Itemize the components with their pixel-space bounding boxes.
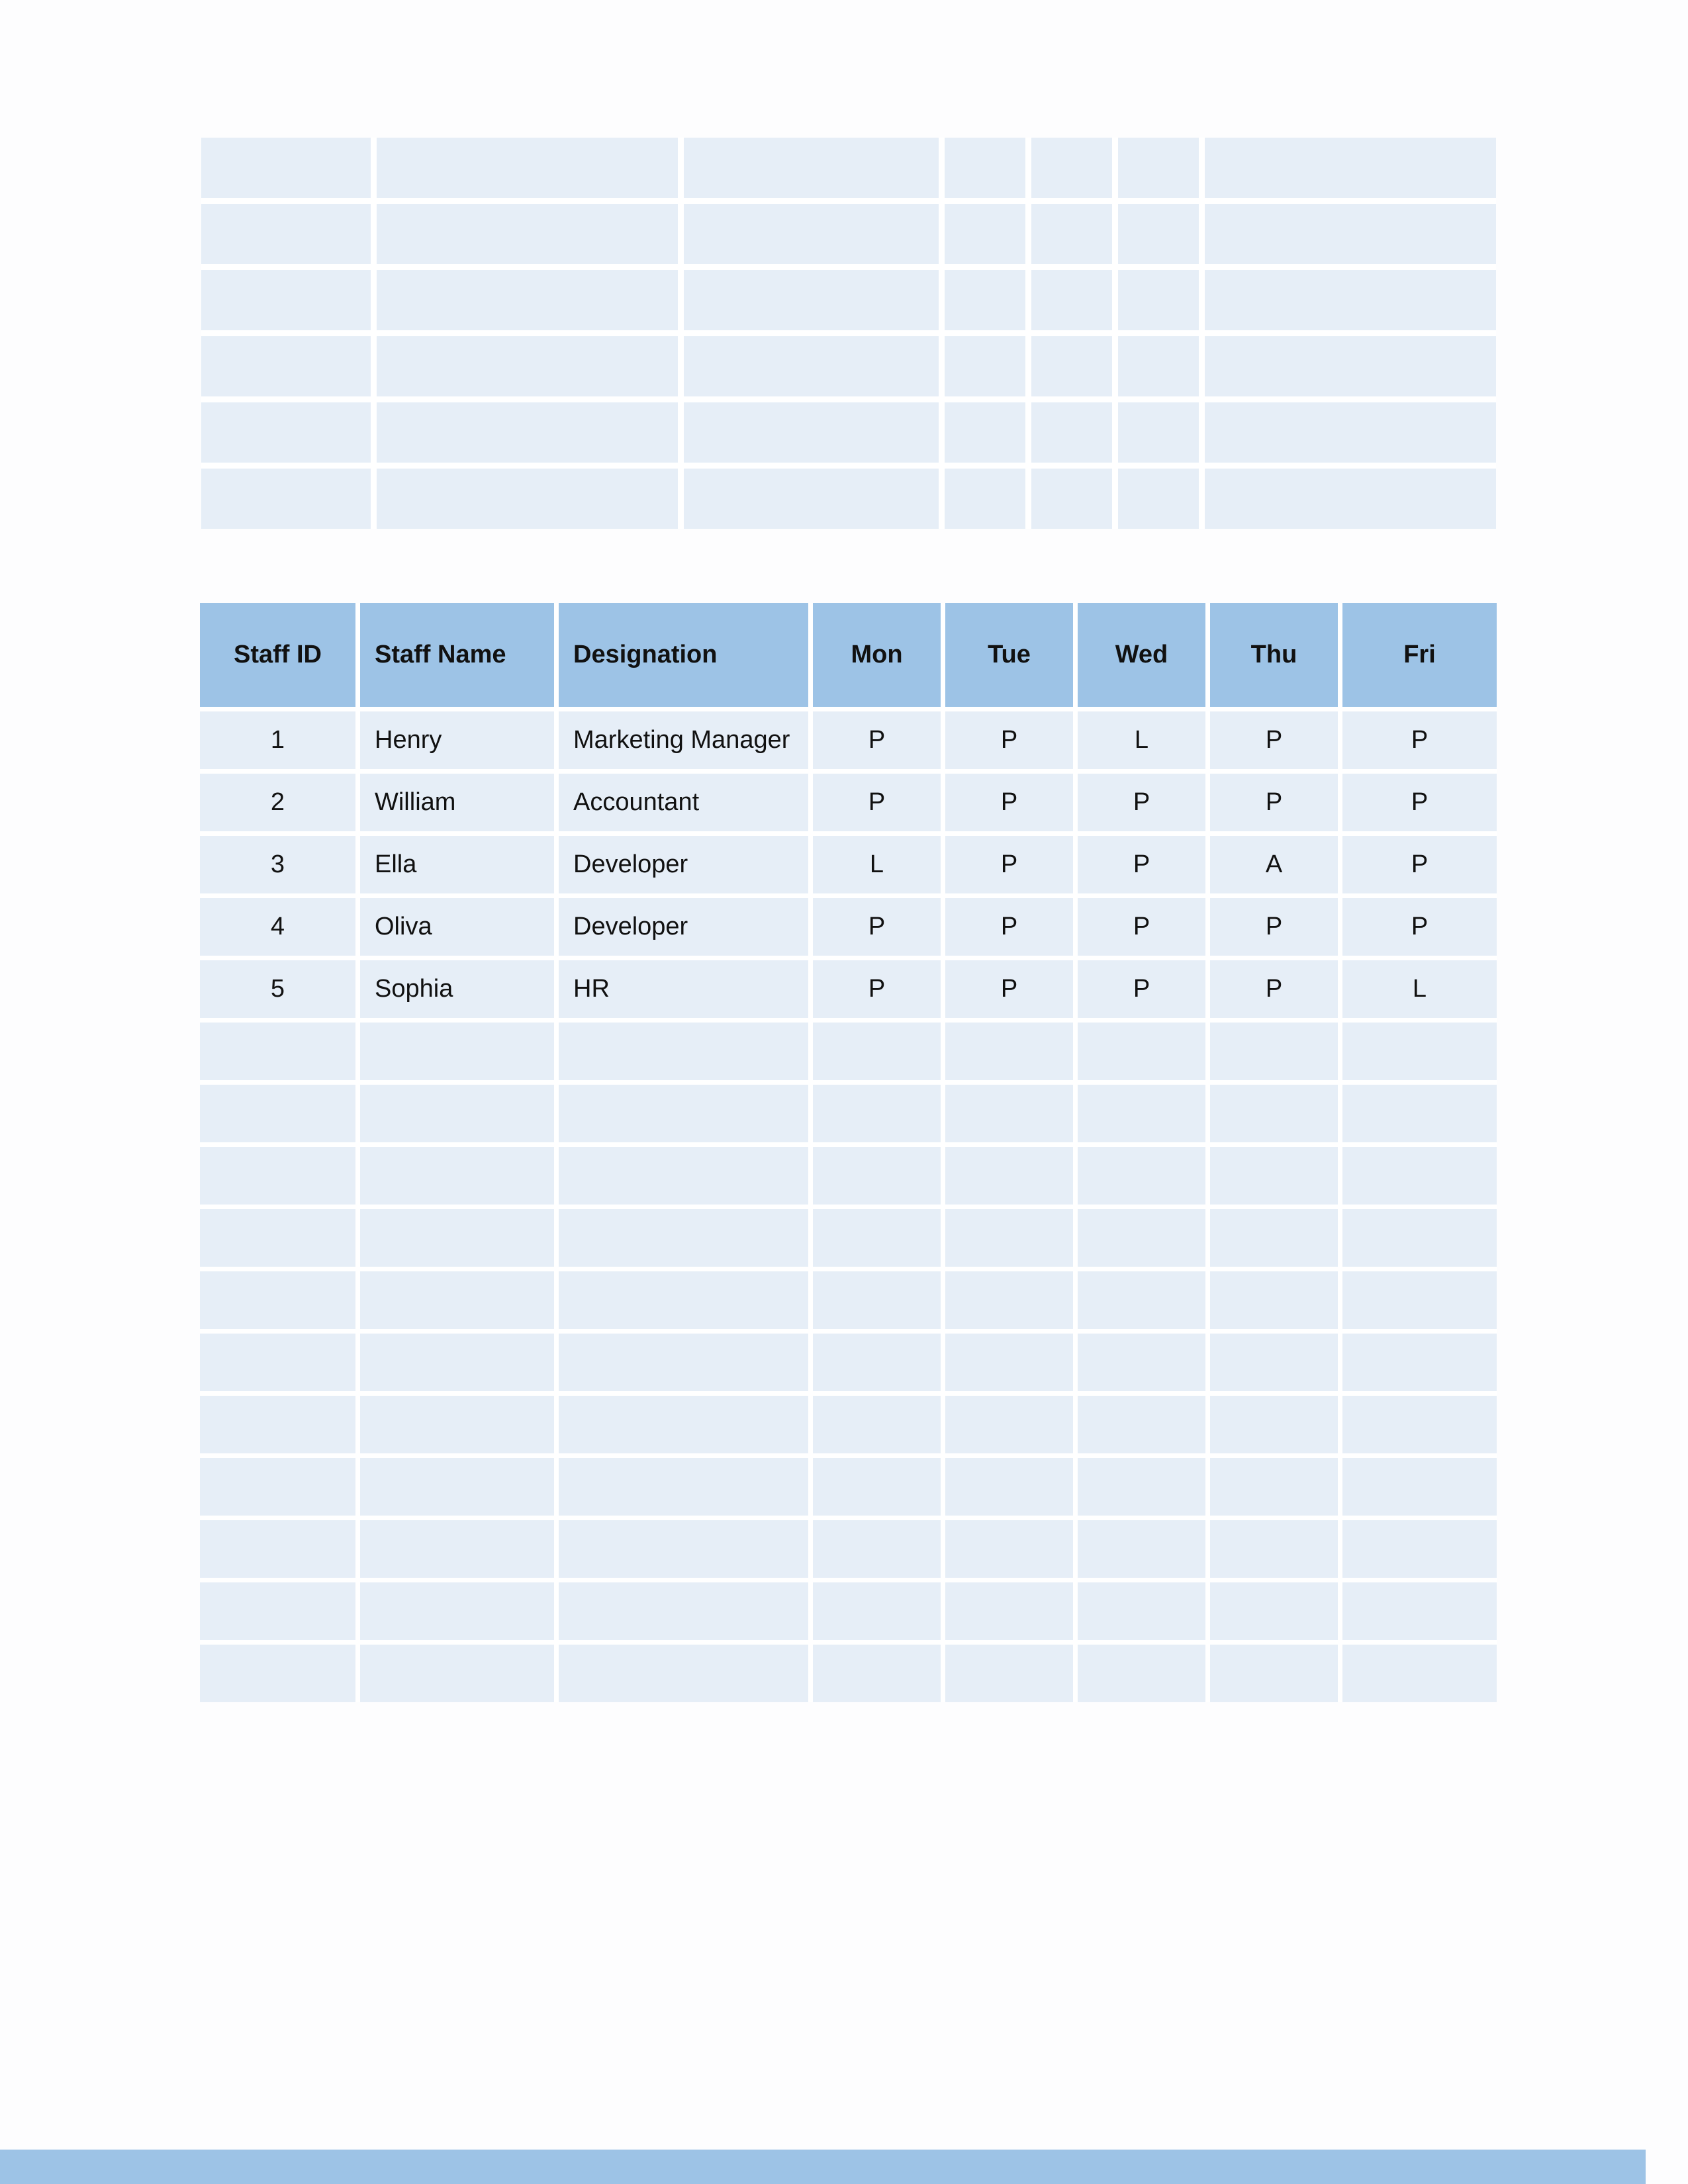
info-grid-cell[interactable] bbox=[377, 469, 684, 529]
info-grid-row bbox=[201, 336, 1496, 402]
info-grid-cell[interactable] bbox=[201, 138, 377, 204]
empty-cell-staff-name[interactable] bbox=[360, 1645, 559, 1702]
empty-cell-fri[interactable] bbox=[1342, 1645, 1497, 1702]
info-grid-cell[interactable] bbox=[1205, 469, 1496, 529]
column-header-thu: Thu bbox=[1210, 603, 1342, 711]
cell-designation: Accountant bbox=[559, 774, 813, 836]
empty-cell-wed[interactable] bbox=[1078, 1209, 1210, 1271]
empty-cell-wed[interactable] bbox=[1078, 1458, 1210, 1520]
empty-cell-mon[interactable] bbox=[813, 1023, 945, 1085]
info-grid-cell[interactable] bbox=[201, 402, 377, 469]
cell-staff-id: 2 bbox=[200, 774, 360, 836]
empty-cell-staff-id[interactable] bbox=[200, 1209, 360, 1271]
info-grid-cell[interactable] bbox=[684, 270, 945, 336]
empty-cell-tue[interactable] bbox=[945, 1209, 1078, 1271]
empty-cell-tue[interactable] bbox=[945, 1147, 1078, 1209]
empty-cell-tue[interactable] bbox=[945, 1334, 1078, 1396]
cell-designation: Developer bbox=[559, 836, 813, 898]
empty-cell-wed[interactable] bbox=[1078, 1085, 1210, 1147]
info-grid-cell[interactable] bbox=[1118, 336, 1205, 402]
cell-tue: P bbox=[945, 836, 1078, 898]
cell-staff-id: 5 bbox=[200, 960, 360, 1023]
info-grid-cell[interactable] bbox=[377, 138, 684, 204]
cell-mon: P bbox=[813, 774, 945, 836]
empty-cell-thu[interactable] bbox=[1210, 1582, 1342, 1645]
empty-cell-designation[interactable] bbox=[559, 1645, 813, 1702]
cell-thu: P bbox=[1210, 774, 1342, 836]
info-grid-cell[interactable] bbox=[1205, 204, 1496, 270]
cell-thu: P bbox=[1210, 898, 1342, 960]
info-grid-cell[interactable] bbox=[1205, 336, 1496, 402]
empty-cell-staff-id[interactable] bbox=[200, 1458, 360, 1520]
empty-cell-staff-name[interactable] bbox=[360, 1085, 559, 1147]
empty-cell-fri[interactable] bbox=[1342, 1334, 1497, 1396]
cell-designation: Marketing Manager bbox=[559, 711, 813, 774]
empty-cell-designation[interactable] bbox=[559, 1085, 813, 1147]
info-grid-cell[interactable] bbox=[201, 336, 377, 402]
info-grid-row bbox=[201, 204, 1496, 270]
cell-thu: A bbox=[1210, 836, 1342, 898]
cell-tue: P bbox=[945, 711, 1078, 774]
empty-cell-fri[interactable] bbox=[1342, 1209, 1497, 1271]
info-grid-cell[interactable] bbox=[945, 204, 1031, 270]
info-grid-cell[interactable] bbox=[1205, 270, 1496, 336]
table-row bbox=[200, 711, 1497, 774]
column-header-fri: Fri bbox=[1342, 603, 1497, 711]
empty-table-row bbox=[200, 1147, 1497, 1209]
empty-cell-mon[interactable] bbox=[813, 1458, 945, 1520]
info-grid-cell[interactable] bbox=[945, 138, 1031, 204]
empty-cell-mon[interactable] bbox=[813, 1520, 945, 1582]
cell-wed: P bbox=[1078, 960, 1210, 1023]
empty-cell-designation[interactable] bbox=[559, 1147, 813, 1209]
empty-cell-staff-id[interactable] bbox=[200, 1271, 360, 1334]
info-grid-cell[interactable] bbox=[201, 204, 377, 270]
cell-wed: P bbox=[1078, 836, 1210, 898]
cell-mon: P bbox=[813, 898, 945, 960]
info-grid-row bbox=[201, 469, 1496, 529]
empty-cell-staff-id[interactable] bbox=[200, 1085, 360, 1147]
empty-cell-designation[interactable] bbox=[559, 1396, 813, 1458]
empty-cell-designation[interactable] bbox=[559, 1582, 813, 1645]
empty-cell-staff-id[interactable] bbox=[200, 1520, 360, 1582]
empty-cell-fri[interactable] bbox=[1342, 1520, 1497, 1582]
table-header-row bbox=[200, 603, 1497, 711]
info-grid-cell[interactable] bbox=[1205, 402, 1496, 469]
info-grid-cell[interactable] bbox=[377, 204, 684, 270]
empty-cell-wed[interactable] bbox=[1078, 1645, 1210, 1702]
cell-staff-name: Henry bbox=[360, 711, 559, 774]
empty-cell-tue[interactable] bbox=[945, 1458, 1078, 1520]
empty-cell-staff-id[interactable] bbox=[200, 1396, 360, 1458]
empty-cell-fri[interactable] bbox=[1342, 1147, 1497, 1209]
empty-cell-wed[interactable] bbox=[1078, 1271, 1210, 1334]
empty-table-row bbox=[200, 1582, 1497, 1645]
table-row bbox=[200, 774, 1497, 836]
attendance-table bbox=[200, 603, 1497, 1702]
empty-cell-wed[interactable] bbox=[1078, 1147, 1210, 1209]
empty-cell-staff-name[interactable] bbox=[360, 1023, 559, 1085]
cell-tue: P bbox=[945, 960, 1078, 1023]
info-grid-cell[interactable] bbox=[1031, 270, 1118, 336]
empty-cell-thu[interactable] bbox=[1210, 1396, 1342, 1458]
cell-thu: P bbox=[1210, 711, 1342, 774]
empty-table-row bbox=[200, 1271, 1497, 1334]
empty-cell-tue[interactable] bbox=[945, 1582, 1078, 1645]
empty-cell-staff-id[interactable] bbox=[200, 1645, 360, 1702]
empty-cell-staff-name[interactable] bbox=[360, 1147, 559, 1209]
empty-table-row bbox=[200, 1209, 1497, 1271]
info-grid-row bbox=[201, 138, 1496, 204]
cell-mon: P bbox=[813, 960, 945, 1023]
empty-cell-tue[interactable] bbox=[945, 1645, 1078, 1702]
empty-cell-mon[interactable] bbox=[813, 1396, 945, 1458]
empty-table-row bbox=[200, 1458, 1497, 1520]
info-grid-cell[interactable] bbox=[1031, 138, 1118, 204]
empty-cell-fri[interactable] bbox=[1342, 1458, 1497, 1520]
empty-cell-thu[interactable] bbox=[1210, 1271, 1342, 1334]
empty-cell-thu[interactable] bbox=[1210, 1085, 1342, 1147]
empty-cell-staff-name[interactable] bbox=[360, 1458, 559, 1520]
empty-cell-thu[interactable] bbox=[1210, 1209, 1342, 1271]
empty-cell-tue[interactable] bbox=[945, 1520, 1078, 1582]
cell-tue: P bbox=[945, 774, 1078, 836]
info-grid-cell[interactable] bbox=[945, 469, 1031, 529]
empty-cell-staff-name[interactable] bbox=[360, 1209, 559, 1271]
empty-cell-mon[interactable] bbox=[813, 1582, 945, 1645]
empty-table-row bbox=[200, 1396, 1497, 1458]
empty-cell-fri[interactable] bbox=[1342, 1582, 1497, 1645]
cell-wed: L bbox=[1078, 711, 1210, 774]
empty-cell-designation[interactable] bbox=[559, 1023, 813, 1085]
info-grid-cell[interactable] bbox=[1118, 270, 1205, 336]
empty-cell-designation[interactable] bbox=[559, 1458, 813, 1520]
info-grid-cell[interactable] bbox=[377, 336, 684, 402]
empty-cell-fri[interactable] bbox=[1342, 1396, 1497, 1458]
empty-cell-tue[interactable] bbox=[945, 1396, 1078, 1458]
empty-cell-tue[interactable] bbox=[945, 1271, 1078, 1334]
cell-fri: P bbox=[1342, 774, 1497, 836]
empty-cell-designation[interactable] bbox=[559, 1520, 813, 1582]
column-header-designation: Designation bbox=[559, 603, 813, 711]
empty-cell-mon[interactable] bbox=[813, 1334, 945, 1396]
empty-cell-thu[interactable] bbox=[1210, 1458, 1342, 1520]
table-row bbox=[200, 836, 1497, 898]
info-grid-row bbox=[201, 270, 1496, 336]
info-grid-cell[interactable] bbox=[684, 402, 945, 469]
cell-staff-id: 3 bbox=[200, 836, 360, 898]
info-grid-cell[interactable] bbox=[945, 336, 1031, 402]
empty-cell-wed[interactable] bbox=[1078, 1334, 1210, 1396]
column-header-mon: Mon bbox=[813, 603, 945, 711]
column-header-staff-id: Staff ID bbox=[200, 603, 360, 711]
empty-cell-thu[interactable] bbox=[1210, 1520, 1342, 1582]
empty-table-row bbox=[200, 1023, 1497, 1085]
empty-cell-fri[interactable] bbox=[1342, 1271, 1497, 1334]
empty-cell-mon[interactable] bbox=[813, 1147, 945, 1209]
cell-designation: Developer bbox=[559, 898, 813, 960]
empty-cell-fri[interactable] bbox=[1342, 1085, 1497, 1147]
column-header-staff-name: Staff Name bbox=[360, 603, 559, 711]
cell-staff-id: 4 bbox=[200, 898, 360, 960]
empty-cell-staff-id[interactable] bbox=[200, 1023, 360, 1085]
info-grid bbox=[201, 138, 1496, 529]
table-row bbox=[200, 960, 1497, 1023]
info-grid-cell[interactable] bbox=[377, 402, 684, 469]
empty-cell-fri[interactable] bbox=[1342, 1023, 1497, 1085]
empty-cell-mon[interactable] bbox=[813, 1271, 945, 1334]
column-header-tue: Tue bbox=[945, 603, 1078, 711]
cell-designation: HR bbox=[559, 960, 813, 1023]
empty-cell-wed[interactable] bbox=[1078, 1023, 1210, 1085]
cell-staff-name: Oliva bbox=[360, 898, 559, 960]
empty-table-row bbox=[200, 1334, 1497, 1396]
empty-cell-staff-name[interactable] bbox=[360, 1520, 559, 1582]
info-grid-cell[interactable] bbox=[377, 270, 684, 336]
empty-cell-wed[interactable] bbox=[1078, 1520, 1210, 1582]
empty-cell-tue[interactable] bbox=[945, 1085, 1078, 1147]
info-grid-cell[interactable] bbox=[1118, 469, 1205, 529]
info-grid-cell[interactable] bbox=[945, 270, 1031, 336]
cell-fri: P bbox=[1342, 711, 1497, 774]
cell-fri: L bbox=[1342, 960, 1497, 1023]
info-grid-cell[interactable] bbox=[1031, 204, 1118, 270]
empty-cell-staff-id[interactable] bbox=[200, 1147, 360, 1209]
cell-tue: P bbox=[945, 898, 1078, 960]
empty-table-row bbox=[200, 1645, 1497, 1702]
cell-wed: P bbox=[1078, 898, 1210, 960]
empty-cell-designation[interactable] bbox=[559, 1209, 813, 1271]
empty-table-row bbox=[200, 1520, 1497, 1582]
cell-mon: L bbox=[813, 836, 945, 898]
empty-cell-staff-id[interactable] bbox=[200, 1582, 360, 1645]
empty-cell-staff-name[interactable] bbox=[360, 1396, 559, 1458]
cell-fri: P bbox=[1342, 898, 1497, 960]
empty-cell-mon[interactable] bbox=[813, 1645, 945, 1702]
info-grid-cell[interactable] bbox=[1118, 138, 1205, 204]
info-grid-cell[interactable] bbox=[684, 336, 945, 402]
empty-cell-thu[interactable] bbox=[1210, 1334, 1342, 1396]
info-grid-cell[interactable] bbox=[201, 270, 377, 336]
cell-fri: P bbox=[1342, 836, 1497, 898]
empty-cell-wed[interactable] bbox=[1078, 1396, 1210, 1458]
footer-bar bbox=[0, 2150, 1646, 2184]
empty-cell-thu[interactable] bbox=[1210, 1147, 1342, 1209]
info-grid-cell[interactable] bbox=[1031, 469, 1118, 529]
empty-cell-staff-name[interactable] bbox=[360, 1271, 559, 1334]
info-grid-cell[interactable] bbox=[1031, 336, 1118, 402]
info-grid-cell[interactable] bbox=[684, 204, 945, 270]
empty-cell-wed[interactable] bbox=[1078, 1582, 1210, 1645]
empty-cell-mon[interactable] bbox=[813, 1209, 945, 1271]
empty-cell-staff-name[interactable] bbox=[360, 1582, 559, 1645]
empty-table-row bbox=[200, 1085, 1497, 1147]
info-grid-cell[interactable] bbox=[1031, 402, 1118, 469]
cell-mon: P bbox=[813, 711, 945, 774]
info-grid-cell[interactable] bbox=[1118, 402, 1205, 469]
cell-staff-name: Sophia bbox=[360, 960, 559, 1023]
info-grid-cell[interactable] bbox=[684, 469, 945, 529]
empty-cell-thu[interactable] bbox=[1210, 1023, 1342, 1085]
info-grid-cell[interactable] bbox=[1118, 204, 1205, 270]
cell-staff-id: 1 bbox=[200, 711, 360, 774]
info-grid-cell[interactable] bbox=[945, 402, 1031, 469]
table-row bbox=[200, 898, 1497, 960]
empty-cell-designation[interactable] bbox=[559, 1271, 813, 1334]
info-grid-row bbox=[201, 402, 1496, 469]
column-header-wed: Wed bbox=[1078, 603, 1210, 711]
empty-cell-mon[interactable] bbox=[813, 1085, 945, 1147]
empty-cell-staff-id[interactable] bbox=[200, 1334, 360, 1396]
info-grid-cell[interactable] bbox=[684, 138, 945, 204]
cell-staff-name: Ella bbox=[360, 836, 559, 898]
empty-cell-tue[interactable] bbox=[945, 1023, 1078, 1085]
info-grid-cell[interactable] bbox=[1205, 138, 1496, 204]
info-grid-cell[interactable] bbox=[201, 469, 377, 529]
cell-thu: P bbox=[1210, 960, 1342, 1023]
empty-cell-thu[interactable] bbox=[1210, 1645, 1342, 1702]
empty-cell-designation[interactable] bbox=[559, 1334, 813, 1396]
empty-cell-staff-name[interactable] bbox=[360, 1334, 559, 1396]
cell-staff-name: William bbox=[360, 774, 559, 836]
cell-wed: P bbox=[1078, 774, 1210, 836]
